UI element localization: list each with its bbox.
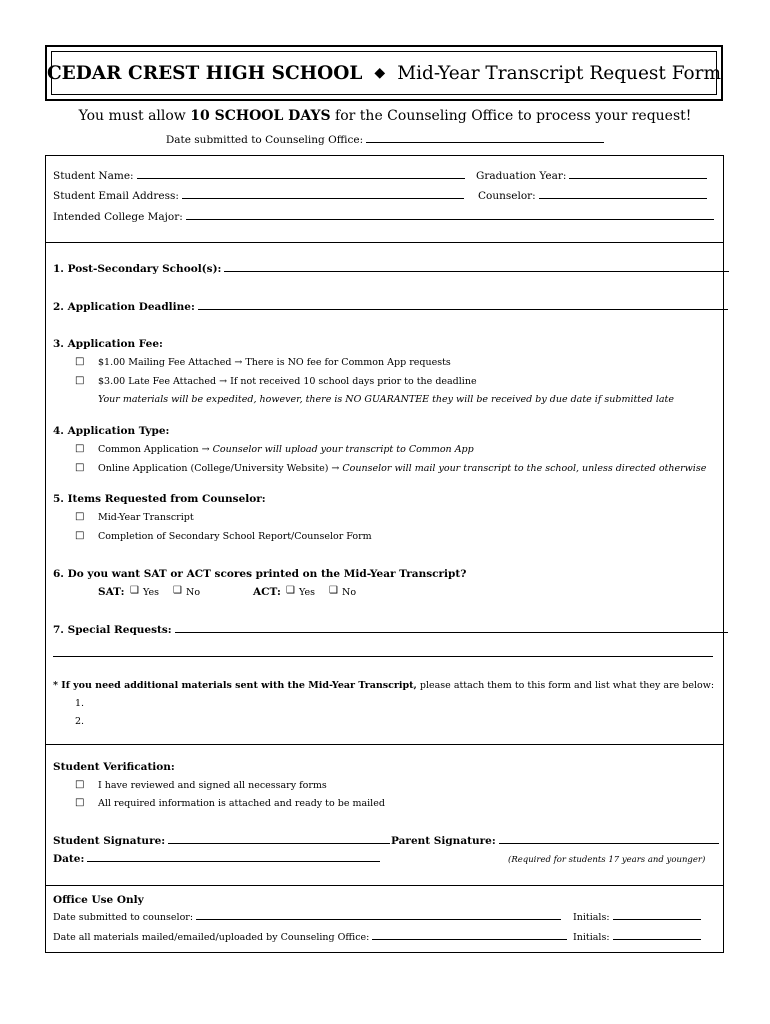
- student-name-row: Student Name:: [53, 170, 465, 182]
- school-name: CEDAR CREST HIGH SCHOOL: [46, 62, 363, 84]
- post-secondary-school-field[interactable]: [224, 271, 729, 272]
- student-name-field[interactable]: [137, 178, 465, 179]
- mailed-date-row: Date all materials mailed/emailed/uploaded by Counseling Office:: [53, 932, 567, 943]
- q1-row: 1. Post-Secondary School(s):: [53, 263, 729, 275]
- special-requests-line-2[interactable]: [53, 645, 713, 657]
- application-questions-section: [45, 242, 724, 745]
- date-submitted-field[interactable]: [366, 142, 604, 143]
- act-no-label: No: [342, 587, 357, 598]
- counselor-row: Counselor:: [478, 190, 707, 202]
- sat-no-label: No: [186, 587, 201, 598]
- student-signature-field[interactable]: [168, 843, 390, 844]
- student-info-section: [45, 155, 724, 243]
- mailed-date-field[interactable]: [372, 939, 567, 940]
- q5-label: 5. Items Requested from Counselor:: [53, 493, 266, 505]
- form-header-inner: [46, 51, 722, 95]
- grad-year-field[interactable]: [569, 178, 707, 179]
- application-deadline-field[interactable]: [198, 309, 728, 310]
- date-row: Date:: [53, 853, 380, 865]
- initials-row-2: Initials:: [573, 932, 701, 943]
- signature-date-field[interactable]: [87, 861, 380, 862]
- q7-row: 7. Special Requests:: [53, 624, 728, 636]
- counselor-date-row: Date submitted to counselor:: [53, 912, 561, 923]
- info-attached-label: All required information is attached and ready to be mailed: [98, 798, 385, 809]
- parent-signature-field[interactable]: [499, 843, 719, 844]
- sat-no-checkbox[interactable]: ❑: [173, 585, 182, 596]
- verification-label: Student Verification:: [53, 761, 175, 773]
- online-app-checkbox[interactable]: □: [75, 462, 85, 473]
- q6-label: 6. Do you want SAT or ACT scores printed on the Mid-Year Transcript?: [53, 568, 467, 580]
- initials-field-1[interactable]: [613, 919, 701, 920]
- act-no-checkbox[interactable]: ❑: [329, 585, 338, 596]
- q2-row: 2. Application Deadline:: [53, 301, 728, 313]
- school-report-label: Completion of Secondary School Report/Counselor Form: [98, 531, 372, 542]
- processing-days: 10 SCHOOL DAYS: [190, 108, 331, 124]
- q4-label: 4. Application Type:: [53, 425, 170, 437]
- counselor-field[interactable]: [539, 198, 707, 199]
- reviewed-forms-checkbox[interactable]: □: [75, 779, 85, 790]
- late-fee-checkbox[interactable]: □: [75, 375, 85, 386]
- grad-year-row: Graduation Year:: [476, 170, 707, 182]
- school-report-checkbox[interactable]: □: [75, 530, 85, 541]
- expedite-note: Your materials will be expedited, however, there is NO GUARANTEE they will be received by due date if submitted late: [98, 394, 674, 405]
- office-use-label: Office Use Only: [53, 894, 144, 906]
- student-email-row: Student Email Address:: [53, 190, 464, 202]
- student-verification-section: [45, 744, 724, 886]
- sat-yes-checkbox[interactable]: ❑: [130, 585, 139, 596]
- date-submitted-row: [0, 134, 770, 146]
- major-field[interactable]: [186, 219, 714, 220]
- act-yes-label: Yes: [299, 587, 315, 598]
- student-signature-row: Student Signature:: [53, 835, 390, 847]
- online-app-label: Online Application (College/University Website) → Counselor will mail your transcript to the school, unless directed otherwise: [98, 463, 707, 474]
- common-app-label: Common Application → Counselor will upload your transcript to Common App: [98, 444, 474, 455]
- processing-notice: You must allow 10 SCHOOL DAYS for the Counseling Office to process your request!: [78, 108, 692, 124]
- common-app-checkbox[interactable]: □: [75, 443, 85, 454]
- form-header: [45, 45, 723, 101]
- initials-field-2[interactable]: [613, 939, 701, 940]
- late-fee-label: $3.00 Late Fee Attached → If not received 10 school days prior to the deadline: [98, 376, 477, 387]
- mid-year-transcript-label: Mid-Year Transcript: [98, 512, 194, 523]
- info-attached-checkbox[interactable]: □: [75, 797, 85, 808]
- office-use-section: [45, 885, 724, 953]
- parent-signature-row: Parent Signature:: [391, 835, 719, 847]
- mid-year-transcript-checkbox[interactable]: □: [75, 511, 85, 522]
- q3-label: 3. Application Fee:: [53, 338, 163, 350]
- act-label: ACT:: [253, 586, 281, 598]
- parent-signature-note: (Required for students 17 years and younger): [508, 855, 706, 865]
- additional-materials-note: * If you need additional materials sent with the Mid-Year Transcript, please attach them to this form and list what they are below:: [53, 680, 715, 691]
- additional-item-1[interactable]: 1.: [75, 698, 85, 709]
- date-submitted-label: Date submitted to Counseling Office:: [165, 134, 364, 146]
- sat-label: SAT:: [98, 586, 125, 598]
- major-row: Intended College Major:: [53, 211, 714, 223]
- reviewed-forms-label: I have reviewed and signed all necessary forms: [98, 780, 327, 791]
- act-yes-checkbox[interactable]: ❑: [286, 585, 295, 596]
- initials-row-1: Initials:: [573, 912, 701, 923]
- additional-item-2[interactable]: 2.: [75, 716, 85, 727]
- student-email-field[interactable]: [182, 198, 464, 199]
- form-title: Mid-Year Transcript Request Form: [397, 62, 722, 84]
- diamond-separator-icon: ◆: [374, 65, 386, 81]
- special-requests-field[interactable]: [175, 632, 728, 633]
- counselor-date-field[interactable]: [196, 919, 561, 920]
- mailing-fee-checkbox[interactable]: □: [75, 356, 85, 367]
- sat-yes-label: Yes: [143, 587, 159, 598]
- mailing-fee-label: $1.00 Mailing Fee Attached → There is NO fee for Common App requests: [98, 357, 451, 368]
